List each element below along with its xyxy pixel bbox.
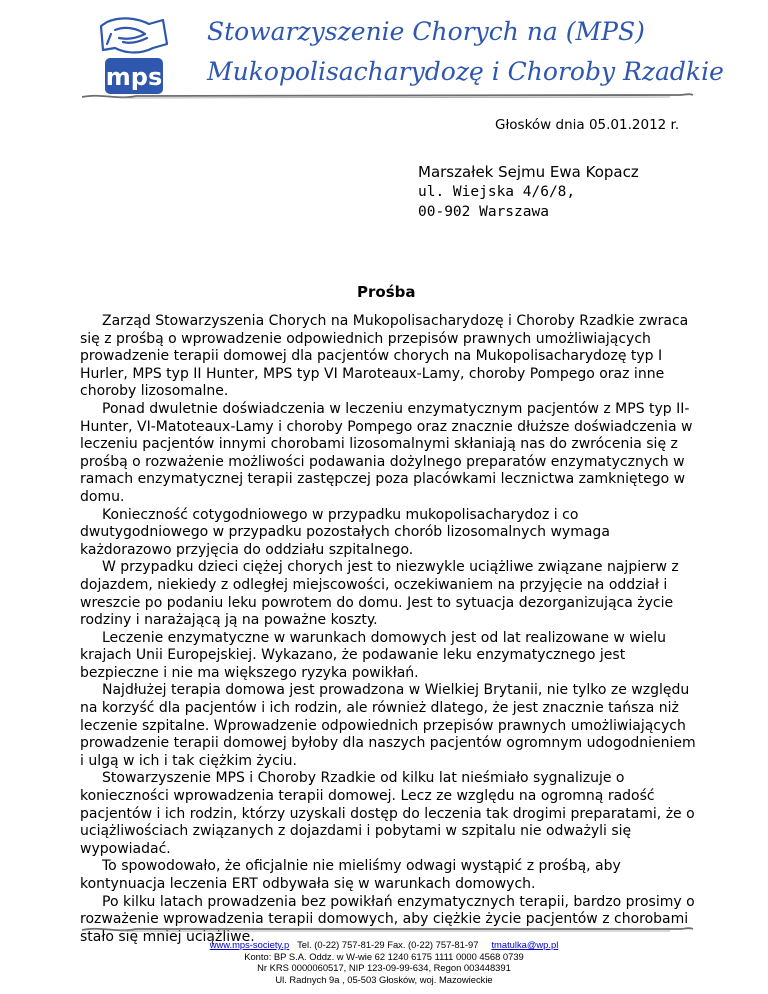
- body-paragraph: Stowarzyszenie MPS i Choroby Rzadkie od kilku lat nieśmiało sygnalizuje o konieczności wprowadzenia terapii domowej. Lecz ze względu na ogromną radość pacjentów i ich rodzin, którzy uzyskali dostęp do leczenia tak drogimi preparatami, że o uciążliwościach związanych z dojazdami i pobytami w szpitalu nie odważyli się wypowiadać.: [80, 770, 695, 857]
- body-paragraph: Leczenie enzymatyczne w warunkach domowych jest od lat realizowane w wielu krajach Unii Europejskiej. Wykazano, że podawanie leku enzymatycznego jest bezpieczne i nie ma większego ryzyka powikłań.: [80, 629, 667, 681]
- addressee-name: Marszałek Sejmu Ewa Kopacz: [418, 163, 639, 181]
- logo-text: mps: [105, 63, 163, 91]
- body-paragraph: Najdłużej terapia domowa jest prowadzona w Wielkiej Brytanii, nie tylko ze względu na korzyść dla pacjentów i ich rodzin, ale również dlatego, że jest znacznie tańsza niż leczenie szpitalne. Wprowadzenie odpowiednich przepisów prawnych umożliwiających prowadzenie terapii domowej byłoby dla naszych pacjentów ogromnym udogodnieniem i ulgą w ich i tak ciężkim życiu.: [80, 682, 696, 769]
- addressee-city: 00-902 Warszawa: [418, 204, 549, 220]
- body-paragraph: Konieczność cotygodniowego w przypadku mukopolisacharydoz i co dwutygodniowego w przypadku pozostałych chorób lizosomalnych wymaga każdorazowo przyjęcia do oddziału szpitalnego.: [80, 506, 610, 558]
- date-line: Głosków dnia 05.01.2012 r.: [495, 117, 680, 133]
- body-paragraph: Po kilku latach prowadzenia bez powikłań enzymatycznych terapii, bardzo prosimy o rozważenie wprowadzenia terapii domowych, aby ciężkie życie pacjentów z chorobami stało się mniej uciążliwe.: [80, 893, 695, 945]
- email-link[interactable]: tmatulka@wp.pl: [491, 939, 559, 950]
- postal-address: Ul. Radnych 9a , 05-503 Głosków, woj. Mazowieckie: [275, 973, 493, 985]
- letter-body: [80, 313, 697, 946]
- body-paragraph: W przypadku dzieci ciężej chorych jest to niezwykle uciążliwe związane najpierw z dojazdem, niekiedy z odległej miejscowości, oczekiwaniem na przyjęcie na oddział i wreszcie po podaniu leku powrotem do domu. Jest to sytuacja dezorganizująca życie rodziny i narażającą ją na poważne koszty.: [80, 559, 679, 629]
- mps-logo: [97, 14, 171, 96]
- letter-subject: Prośba: [357, 283, 416, 301]
- footer: [0, 939, 768, 985]
- bank-account: Konto: BP S.A. Oddz. w W-wie 62 1240 6175 1111 0000 4568 0739: [244, 950, 524, 962]
- website-link[interactable]: www.mps-society.p: [209, 939, 290, 950]
- phone-fax: Tel. (0-22) 757-81-29 Fax. (0-22) 757-81-97: [297, 939, 479, 950]
- addressee-block: [418, 162, 639, 222]
- body-paragraph: Zarząd Stowarzyszenia Chorych na Mukopolisacharydozę i Choroby Rzadkie zwraca się z prośbą o wprowadzenie odpowiednich przepisów prawnych umożliwiających prowadzenie terapii domowej dla pacjentów chorych na Mukopolisacharydozę typ I Hurler, MPS typ II Hunter, MPS typ VI Maroteaux-Lamy, choroby Pompego oraz inne choroby lizosomalne.: [80, 313, 689, 400]
- footer-divider: [80, 922, 695, 936]
- body-paragraph: To spowodowało, że oficjalnie nie mieliśmy odwagi wystąpić z prośbą, aby kontynuacja leczenia ERT odbywała się w warunkach domowych.: [80, 858, 621, 892]
- footer-contact-line: [0, 939, 768, 951]
- org-title-line1: Stowarzyszenie Chorych na (MPS): [207, 17, 645, 46]
- addressee-street: ul. Wiejska 4/6/8,: [418, 184, 576, 200]
- body-paragraph: Ponad dwuletnie doświadczenia w leczeniu enzymatycznym pacjentów z MPS typ II-Hunter, VI-Matoteaux-Lamy i choroby Pompego oraz znacznie dłuższe doświadczenia w leczeniu pacjentów innymi chorobami lizosomalnymi skłaniają nas do zwrócenia się z prośbą o rozważenie możliwości podawania dożylnego preparatów enzymatycznych w ramach enzymatycznej terapii zastępczej poza placówkami lecznictwa zamkniętego w domu.: [80, 400, 693, 505]
- org-title-line2: Mukopolisacharydozę i Choroby Rzadkie: [207, 57, 724, 86]
- header-divider: [80, 88, 695, 102]
- registry-info: Nr KRS 0000060517, NIP 123-09-99-634, Regon 003448391: [257, 962, 511, 974]
